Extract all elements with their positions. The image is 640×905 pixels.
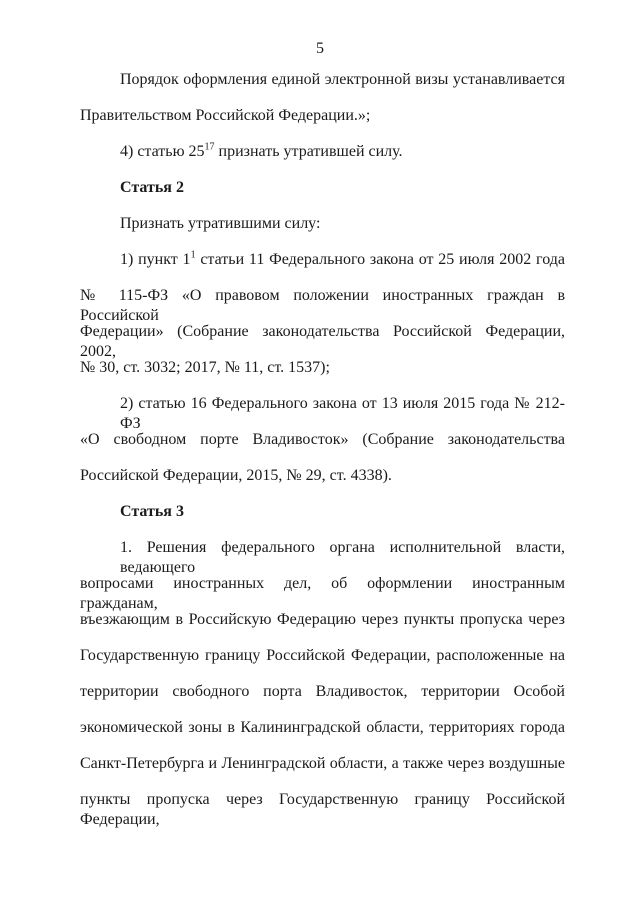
text-line xyxy=(120,142,403,162)
text-line xyxy=(120,250,565,270)
superscript: 17 xyxy=(204,141,215,153)
text-line: Правительством Российской Федерации.»; xyxy=(80,107,371,124)
article-heading: Статья 2 xyxy=(120,179,184,196)
text-line: Государственную границу Российской Федерации, расположенные на xyxy=(80,647,565,664)
text-line: пункты пропуска через Государственную границу Российской Федерации, xyxy=(80,791,565,828)
text-fragment: статьи 11 Федерального закона от 25 июля 2002 года xyxy=(195,251,565,268)
text-line: Российской Федерации, 2015, № 29, ст. 4338). xyxy=(80,467,392,484)
text-line: вопросами иностранных дел, об оформлении иностранным гражданам, xyxy=(80,575,565,612)
text-line: 1. Решения федерального органа исполнительной власти, ведающего xyxy=(120,539,565,576)
page-number: 5 xyxy=(316,40,324,57)
text-line: въезжающим в Российскую Федерацию через пункты пропуска через xyxy=(80,611,565,628)
text-line: № 30, ст. 3032; 2017, № 11, ст. 1537); xyxy=(80,359,330,376)
superscript: 1 xyxy=(190,249,196,261)
text-line: территории свободного порта Владивосток, территории Особой xyxy=(80,683,565,700)
text-line: Санкт-Петербурга и Ленинградской области, а также через воздушные xyxy=(80,755,565,772)
text-fragment: признать утратившей силу. xyxy=(214,143,403,160)
text-line: «О свободном порте Владивосток» (Собрание законодательства xyxy=(80,431,565,448)
text-fragment: 4) статью 25 xyxy=(120,143,205,160)
text-line: 2) статью 16 Федерального закона от 13 июля 2015 года № 212-ФЗ xyxy=(120,395,565,432)
text-line: экономической зоны в Калининградской области, территориях города xyxy=(80,719,565,736)
text-line: № 115-ФЗ «О правовом положении иностранных граждан в Российской xyxy=(80,287,565,324)
text-line: Федерации» (Собрание законодательства Российской Федерации, 2002, xyxy=(80,323,565,360)
text-fragment: 1) пункт 1 xyxy=(120,251,191,268)
text-line: Признать утратившими силу: xyxy=(120,215,321,232)
text-line: Порядок оформления единой электронной визы устанавливается xyxy=(120,71,565,88)
article-heading: Статья 3 xyxy=(120,503,184,520)
